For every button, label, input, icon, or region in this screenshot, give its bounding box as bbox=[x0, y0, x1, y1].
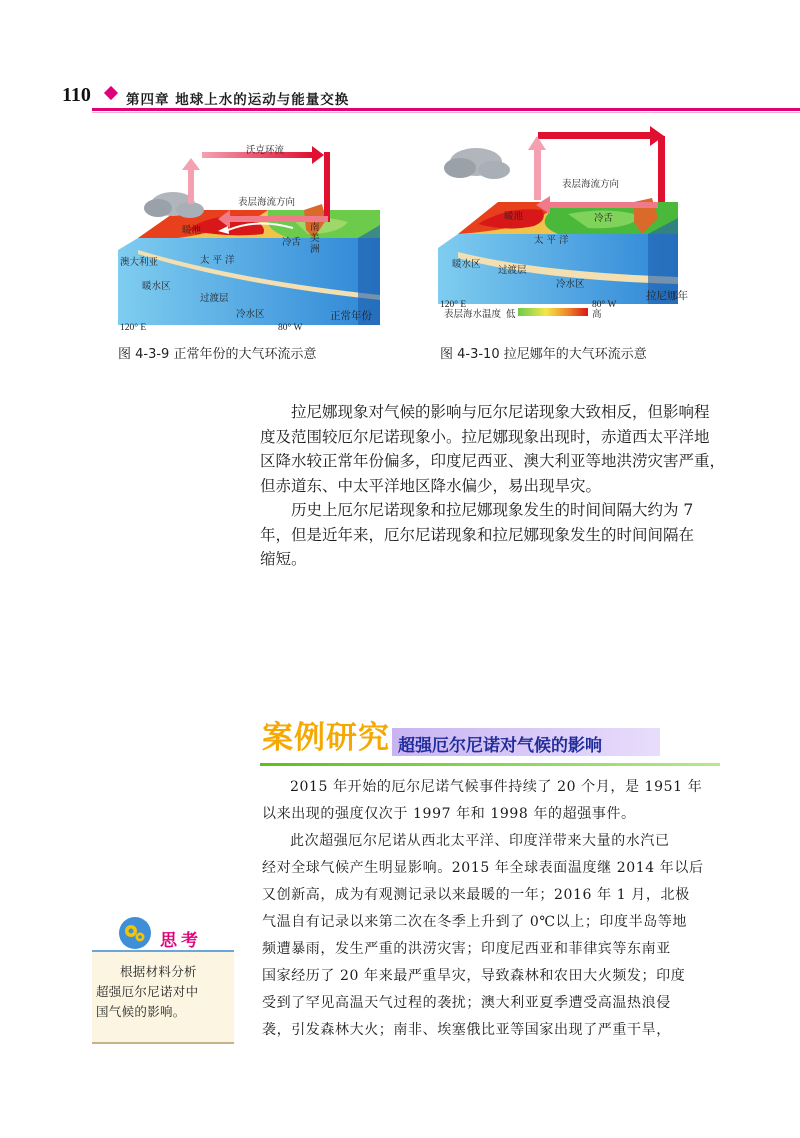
warm-water-label: 暖水区 bbox=[142, 281, 171, 292]
transition-layer-label: 过渡层 bbox=[200, 293, 229, 304]
text-line: 历史上厄尔尼诺现象和拉尼娜现象发生的时间间隔大约为 7 bbox=[291, 501, 694, 519]
figure-caption-right: 图 4-3-10 拉尼娜年的大气环流示意 bbox=[440, 347, 647, 362]
text-line: 拉尼娜现象对气候的影响与厄尔尼诺现象大致相反，但影响程 bbox=[291, 403, 710, 421]
longitude-east-label: 80° W bbox=[592, 300, 617, 310]
think-text-line: 国气候的影响。 bbox=[96, 1004, 186, 1019]
text-line: 2015 年开始的厄尔尼诺气候事件持续了 20 个月，是 1951 年 bbox=[290, 779, 703, 795]
cold-water-label: 冷水区 bbox=[236, 309, 265, 320]
body-paragraph-2 bbox=[260, 498, 694, 572]
text-line: 度及范围较厄尔尼诺现象小。拉尼娜现象出现时，赤道西太平洋地 bbox=[260, 427, 710, 446]
text-line: 年，但是近年来，厄尔尼诺现象和拉尼娜现象发生的时间间隔在 bbox=[260, 525, 695, 544]
legend-high-label: 高 bbox=[592, 309, 602, 320]
pacific-label: 太 平 洋 bbox=[200, 255, 235, 266]
page-number: 110 bbox=[62, 84, 91, 106]
case-paragraph-1 bbox=[262, 774, 702, 828]
text-line: 但赤道东、中太平洋地区降水偏少，易出现旱灾。 bbox=[260, 476, 602, 495]
figure-caption-left: 图 4-3-9 正常年份的大气环流示意 bbox=[118, 347, 317, 362]
text-line: 缩短。 bbox=[260, 550, 307, 568]
transition-layer-label: 过渡层 bbox=[498, 265, 527, 276]
longitude-west-label: 120° E bbox=[440, 300, 467, 310]
pacific-label: 太 平 洋 bbox=[534, 235, 569, 246]
chapter-title: 第四章 地球上水的运动与能量交换 bbox=[126, 92, 350, 108]
header-rule-thin bbox=[92, 112, 800, 113]
normal-year-diagram bbox=[118, 130, 380, 335]
legend-title: 表层海水温度 bbox=[444, 309, 502, 320]
longitude-west-label: 120° E bbox=[120, 323, 147, 333]
surface-current-label: 表层海流方向 bbox=[238, 197, 296, 208]
longitude-east-label: 80° W bbox=[278, 323, 303, 333]
australia-label: 澳大利亚 bbox=[120, 257, 159, 268]
think-text-line: 超强厄尔尼诺对中 bbox=[96, 984, 199, 999]
text-line: 频遭暴雨，发生严重的洪涝灾害；印度尼西亚和菲律宾等东南亚 bbox=[262, 941, 671, 957]
text-line: 区降水较正常年份偏多，印度尼西亚、澳大利亚等地洪涝灾害严重， bbox=[260, 452, 726, 470]
warm-pool-label: 暖池 bbox=[182, 225, 202, 236]
think-text-line: 根据材料分析 bbox=[120, 964, 197, 979]
cold-tongue-label: 冷舌 bbox=[594, 213, 614, 224]
text-line: 此次超强厄尔尼诺从西北太平洋、印度洋带来大量的水汽已 bbox=[290, 833, 670, 849]
cold-tongue-label: 冷舌 bbox=[282, 237, 302, 248]
text-line: 国家经历了 20 年来最严重旱灾，导致森林和农田大火频发；印度 bbox=[262, 968, 686, 984]
case-study-title: 案例研究 bbox=[262, 720, 390, 756]
year-type-label: 正常年份 bbox=[330, 310, 372, 322]
case-paragraph-2 bbox=[262, 828, 704, 1044]
text-line: 袭，引发森林大火；南非、埃塞俄比亚等国家出现了严重干旱， bbox=[262, 1022, 671, 1038]
la-nina-diagram bbox=[438, 122, 700, 337]
text-line: 受到了罕见高温天气过程的袭扰；澳大利亚夏季遭受高温热浪侵 bbox=[262, 995, 671, 1011]
legend-low-label: 低 bbox=[506, 309, 516, 320]
text-line: 经对全球气候产生明显影响。2015 年全球表面温度继 2014 年以后 bbox=[262, 860, 704, 876]
text-line: 以来出现的强度仅次于 1997 年和 1998 年的超强事件。 bbox=[262, 806, 636, 822]
gear-icon bbox=[118, 916, 152, 950]
text-line: 又创新高，成为有观测记录以来最暖的一年；2016 年 1 月，北极 bbox=[262, 887, 690, 903]
think-title: 思考 bbox=[160, 931, 202, 951]
warm-water-label: 暖水区 bbox=[452, 259, 481, 270]
body-paragraph-1 bbox=[260, 400, 725, 498]
surface-current-label: 表层海流方向 bbox=[562, 179, 620, 190]
figure-la-nina-year bbox=[438, 122, 700, 337]
text-line: 气温自有记录以来第二次在冬季上升到了 0℃以上；印度半岛等地 bbox=[262, 914, 688, 930]
south-america-label: 南美洲 bbox=[310, 222, 320, 255]
diamond-bullet-icon bbox=[104, 86, 118, 100]
walker-circulation-label: 沃克环流 bbox=[246, 145, 285, 156]
case-study-rule bbox=[260, 763, 720, 766]
header-rule bbox=[92, 108, 800, 111]
warm-pool-label: 暖池 bbox=[504, 211, 524, 222]
temperature-legend-bar bbox=[518, 308, 588, 316]
cold-water-label: 冷水区 bbox=[556, 279, 585, 290]
case-study-subtitle: 超强厄尔尼诺对气候的影响 bbox=[398, 736, 602, 756]
figure-normal-year bbox=[118, 130, 380, 335]
year-type-label: 拉尼娜年 bbox=[646, 290, 688, 302]
